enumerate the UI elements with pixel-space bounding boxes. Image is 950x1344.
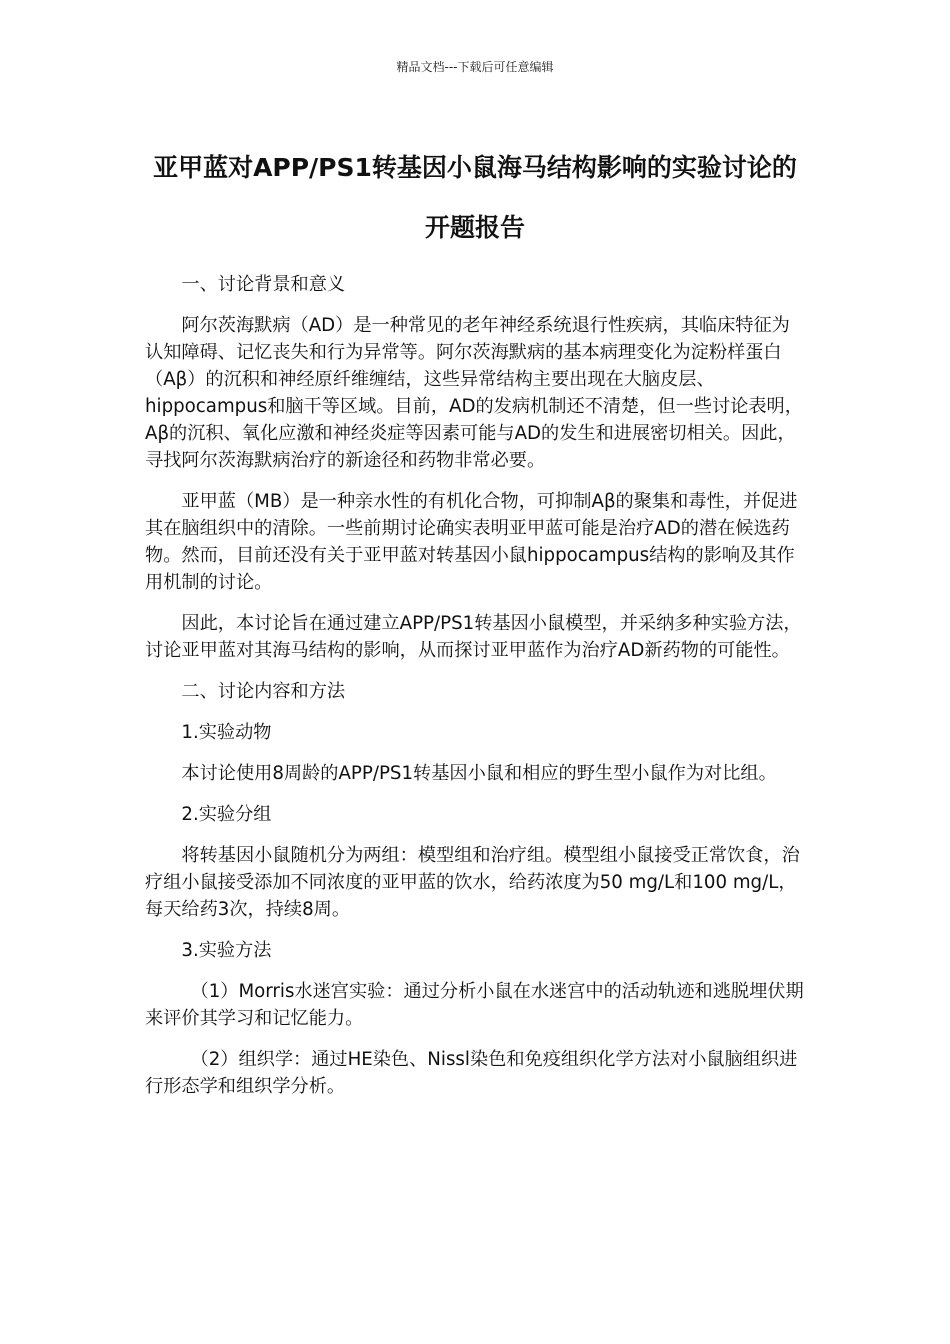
paragraph-study-aim: 因此，本讨论旨在通过建立APP/PS1转基因小鼠模型，并采纳多种实验方法，讨论亚甲蓝对其海马结构的影响，从而探讨亚甲蓝作为治疗AD新药物的可能性。 xyxy=(145,613,802,661)
paragraph-animals: 本讨论使用8周龄的APP/PS1转基因小鼠和相应的野生型小鼠作为对比组。 xyxy=(181,763,777,784)
page-header: 精品文档---下载后可任意编辑 xyxy=(396,60,554,74)
document-body xyxy=(145,271,805,1114)
paragraph-ad-background: 阿尔茨海默病（AD）是一种常见的老年神经系统退行性疾病，其临床特征为认知障碍、记忆丧失和行为异常等。阿尔茨海默病的基本病理变化为淀粉样蛋白（Aβ）的沉积和神经原纤维缠结，这些异常结构主要出现在大脑皮层、hippocampus和脑干等区域。目前，AD的发病机制还不清楚，但一些讨论表明，Aβ的沉积、氧化应激和神经炎症等因素可能与AD的发生和进展密切相关。因此，寻找阿尔茨海默病治疗的新途径和药物非常必要。 xyxy=(145,315,803,471)
document-title: 亚甲蓝对APP/PS1转基因小鼠海马结构影响的实验讨论的开题报告 xyxy=(153,153,797,242)
list-item-histology: （2）组织学：通过HE染色、Nissl染色和免疫组织化学方法对小鼠脑组织进行形态学和组织学分析。 xyxy=(145,1049,798,1097)
paragraph-methylene-blue: 亚甲蓝（MB）是一种亲水性的有机化合物，可抑制Aβ的聚集和毒性，并促进其在脑组织中的清除。一些前期讨论确实表明亚甲蓝可能是治疗AD的潜在候选药物。然而，目前还没有关于亚甲蓝对转基因小鼠hippocampus结构的影响及其作用机制的讨论。 xyxy=(145,491,798,593)
subheading-grouping: 2.实验分组 xyxy=(181,804,272,825)
paragraph-grouping: 将转基因小鼠随机分为两组：模型组和治疗组。模型组小鼠接受正常饮食，治疗组小鼠接受添加不同浓度的亚甲蓝的饮水，给药浓度为50 mg/L和100 mg/L，每天给药3次，持续8周。 xyxy=(145,845,800,920)
subheading-methods: 3.实验方法 xyxy=(181,940,272,961)
section-heading-methods: 二、讨论内容和方法 xyxy=(181,681,346,702)
section-heading-background: 一、讨论背景和意义 xyxy=(181,274,346,295)
list-item-morris: （1）Morris水迷宫实验：通过分析小鼠在水迷宫中的活动轨迹和逃脱埋伏期来评价其学习和记忆能力。 xyxy=(145,981,804,1029)
subheading-animals: 1.实验动物 xyxy=(181,722,272,743)
